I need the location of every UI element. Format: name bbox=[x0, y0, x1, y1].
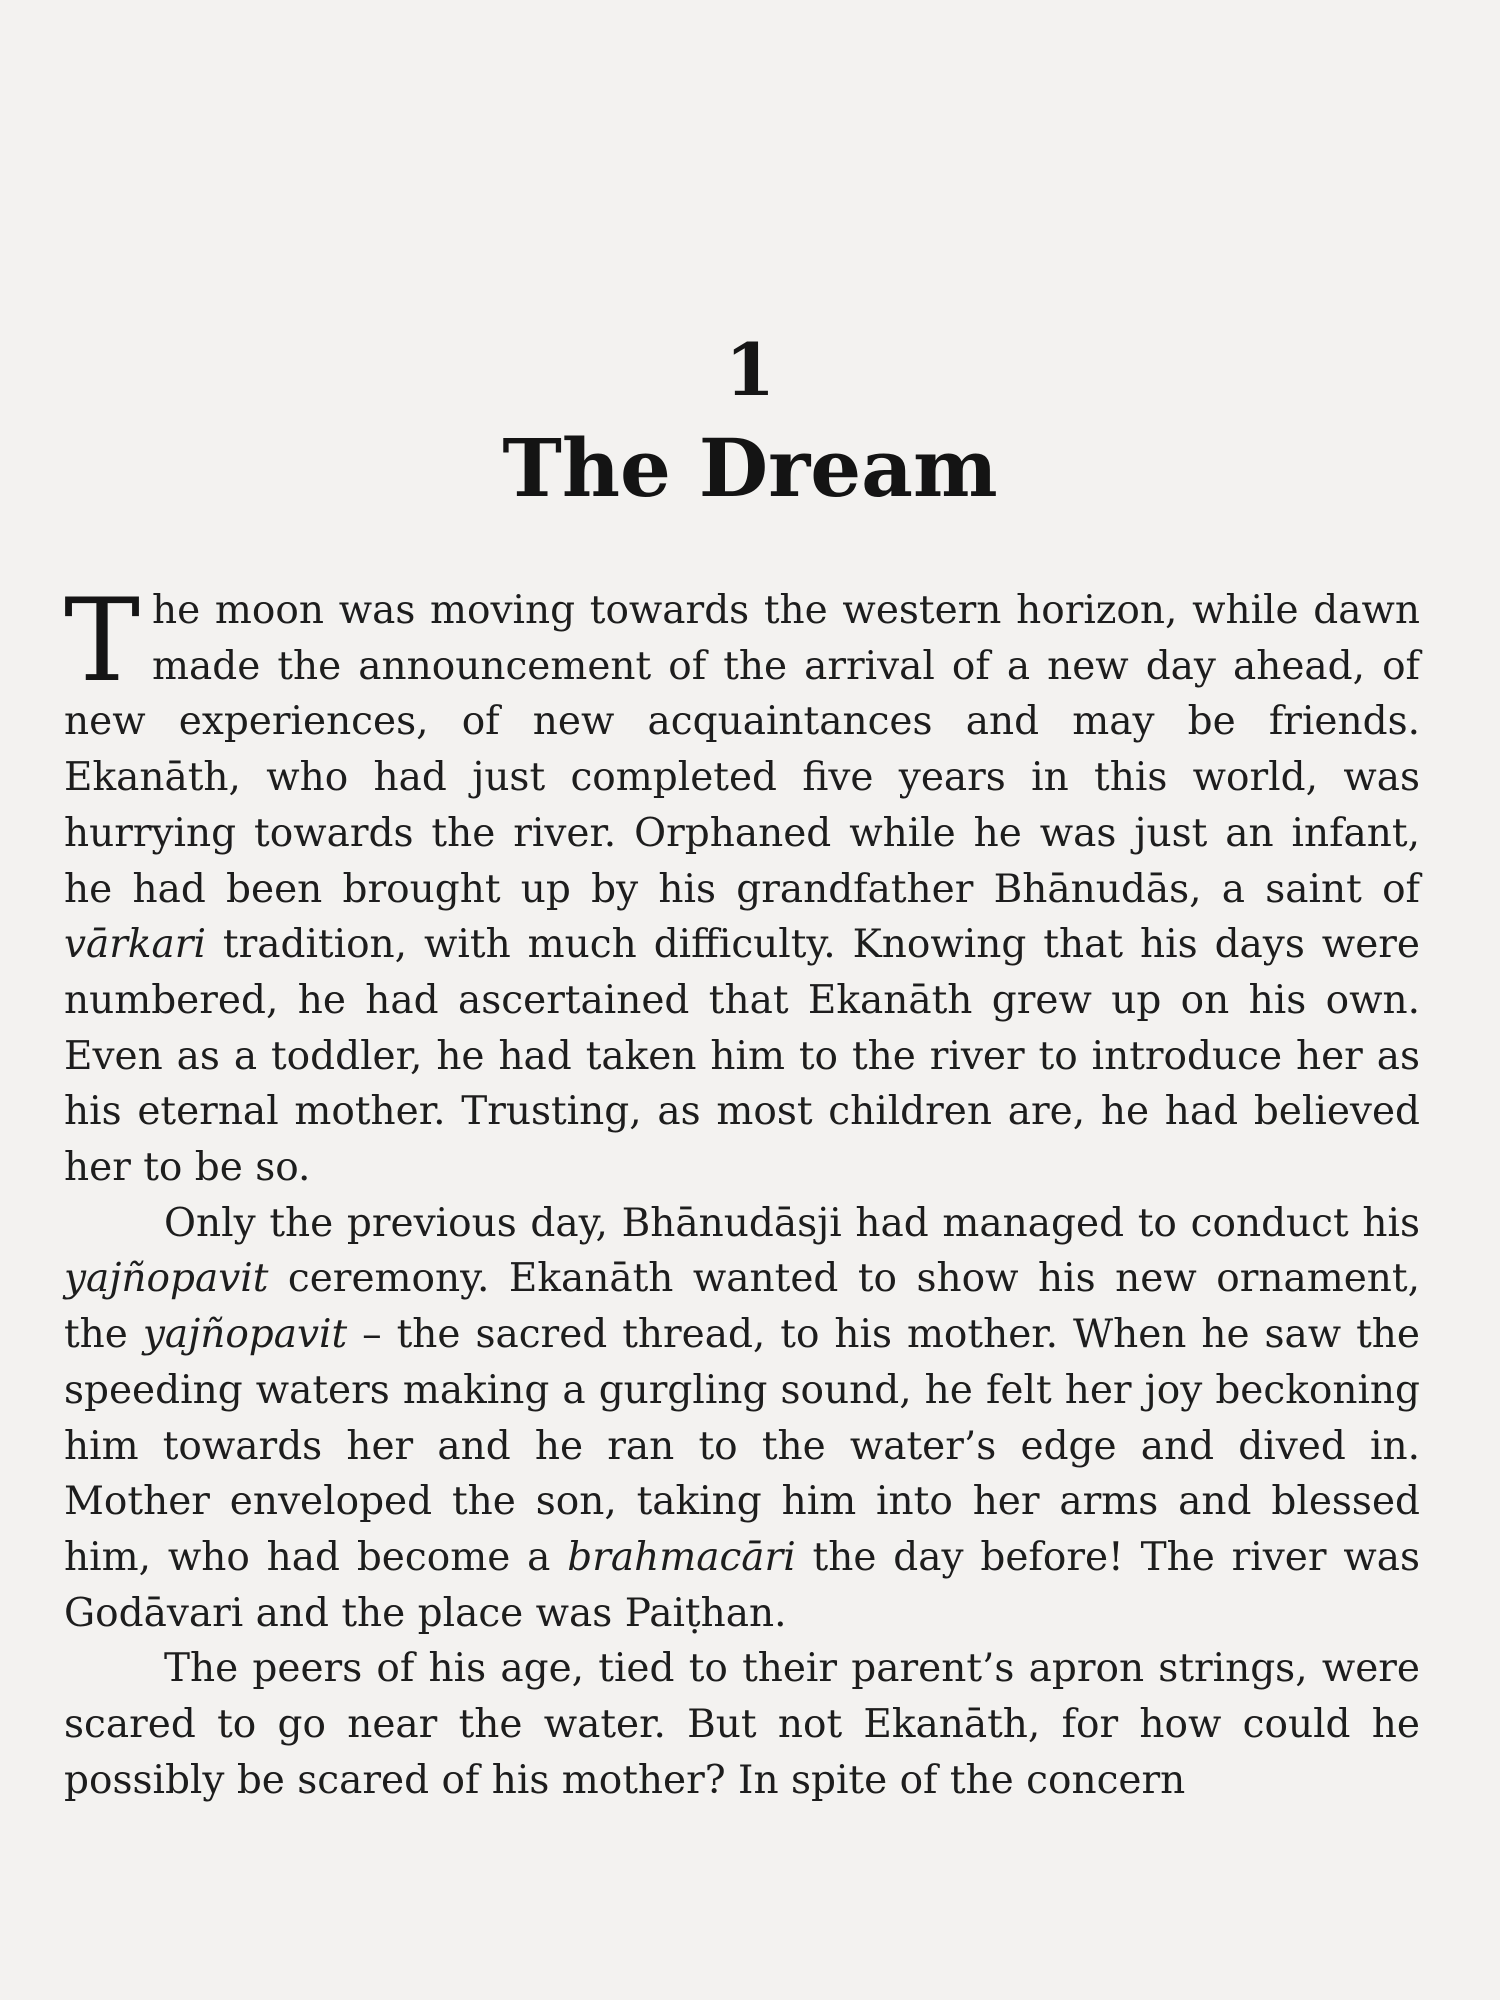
chapter-title: The Dream bbox=[502, 421, 998, 515]
paragraph-text: the day before! The river was Godāvari and the place was Paiṭhan. bbox=[64, 1534, 1421, 1636]
italic-term: vārkari bbox=[64, 922, 206, 968]
chapter-number: 1 bbox=[724, 327, 776, 412]
italic-term: yajñopavit bbox=[64, 1256, 269, 1302]
paragraph-text: – the sacred thread, to his mother. When he saw the speeding waters making a gurgling sound, he felt her joy beckoning him towards her and he ran to the water’s edge and dived in. Mother enveloped the son, taking him into her arms and blessed him, who had become a bbox=[64, 1312, 1420, 1580]
italic-term: yajñopavit bbox=[142, 1312, 348, 1358]
paragraph-text: tradition, with much difficulty. Knowing that his days were numbered, he had ascertained that Ekanāth grew up on his own. Even as a toddler, he had taken him to the river to introduce her as his eternal mother. Trusting, as most children are, he had believed her to be so. bbox=[64, 922, 1420, 1191]
paragraph-text: The peers of his age, tied to their parent’s apron strings, were scared to go near the water. But not Ekanāth, for how could he possibly be scared of his mother? In spite of the concern bbox=[64, 1646, 1420, 1803]
paragraph bbox=[64, 574, 1420, 1196]
italic-term: brahmacāri bbox=[567, 1534, 796, 1580]
paragraph-text: ceremony. Ekanāth wanted to show his new ornament, the bbox=[64, 1256, 1420, 1358]
drop-cap: T bbox=[64, 574, 141, 707]
paragraph bbox=[64, 1641, 1420, 1808]
chapter-body bbox=[64, 574, 1421, 1808]
paragraph bbox=[64, 1196, 1420, 1642]
paragraph-text: Only the previous day, Bhānudāsji had managed to conduct his bbox=[164, 1200, 1420, 1246]
paragraph-text: he moon was moving towards the western horizon, while dawn made the announcement of the arrival of a new day ahead, of new experiences, of new acquaintances and may be friends. Ekanāth, who had just completed five years in this world, was hurrying towards the river. Orphaned while he was just an infant, he had been brought up by his grandfather Bhānudās, a saint of bbox=[64, 588, 1420, 912]
